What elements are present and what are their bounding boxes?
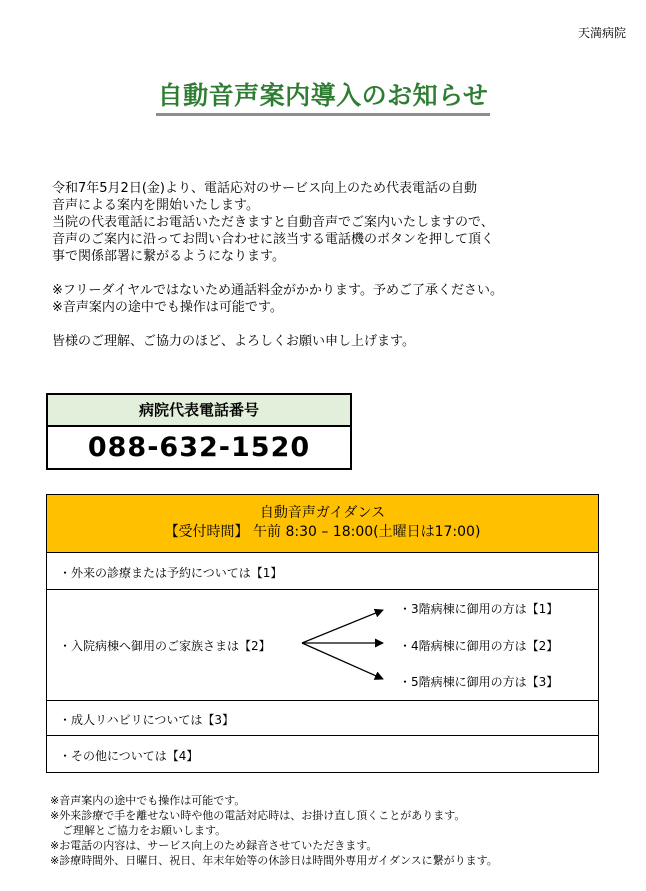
guidance-row-other	[47, 736, 598, 772]
other-option: ・その他については【4】	[59, 749, 199, 763]
page-title: 自動音声案内導入のお知らせ	[156, 76, 491, 116]
intro-line: 音声のご案内に沿ってお問い合わせに該当する電話機のボタンを押して頂く	[52, 232, 495, 247]
ward-3-option: ・3階病棟に御用の方は【1】	[399, 602, 559, 616]
intro-line: ※フリーダイヤルではないため通話料金がかかります。予めご了承ください。	[52, 283, 503, 298]
guidance-title: 自動音声ガイダンス	[259, 505, 386, 521]
rehab-option: ・成人リハビリについては【3】	[59, 713, 235, 727]
intro-line: ※音声案内の途中でも操作は可能です。	[52, 300, 283, 315]
intro-line: 令和7年5月2日(金)より、電話応対のサービス向上のため代表電話の自動	[52, 181, 477, 196]
phone-number: 088-632-1520	[87, 432, 311, 463]
footnotes	[50, 793, 630, 868]
guidance-hours: 【受付時間】 午前 8:30 – 18:00(土曜日は17:00)	[164, 524, 481, 540]
inpatient-option: ・入院病棟へ御用のご家族さまは【2】	[59, 639, 271, 653]
intro-line: 当院の代表電話にお電話いただきますと自動音声でご案内いたしますので、	[52, 215, 494, 230]
ward-5-option: ・5階病棟に御用の方は【3】	[399, 675, 559, 689]
intro-closing: 皆様のご理解、ご協力のほど、よろしくお願い申し上げます。	[52, 334, 415, 349]
footnote: ※お電話の内容は、サービス向上のため録音させていただきます。	[50, 839, 378, 852]
guidance-header	[47, 495, 598, 553]
phone-heading: 病院代表電話番号	[48, 395, 350, 427]
footnote: ※音声案内の途中でも操作は可能です。	[50, 794, 246, 807]
intro-line: 音声による案内を開始いたします。	[52, 198, 259, 213]
intro-line: 事で関係部署に繋がるようになります。	[52, 249, 285, 264]
guidance-table	[46, 494, 599, 773]
guidance-row-rehab	[47, 701, 598, 736]
intro-text	[52, 180, 612, 350]
footnote: ※外来診療で手を離せない時や他の電話対応時は、お掛け直し頂くことがあります。	[50, 809, 466, 822]
footnote: ご理解とご協力をお願いします。	[62, 824, 227, 837]
hospital-name: 天満病院	[577, 26, 626, 40]
outpatient-option: ・外来の診療または予約については【1】	[59, 566, 283, 580]
guidance-row-outpatient	[47, 553, 598, 590]
footnote: ※診療時間外、日曜日、祝日、年末年始等の休診日は時間外専用ガイダンスに繋がります。	[50, 854, 498, 867]
page-title-wrap	[0, 76, 646, 116]
guidance-row-inpatient	[47, 590, 598, 701]
ward-4-option: ・4階病棟に御用の方は【2】	[399, 639, 559, 653]
phone-box	[46, 393, 352, 470]
